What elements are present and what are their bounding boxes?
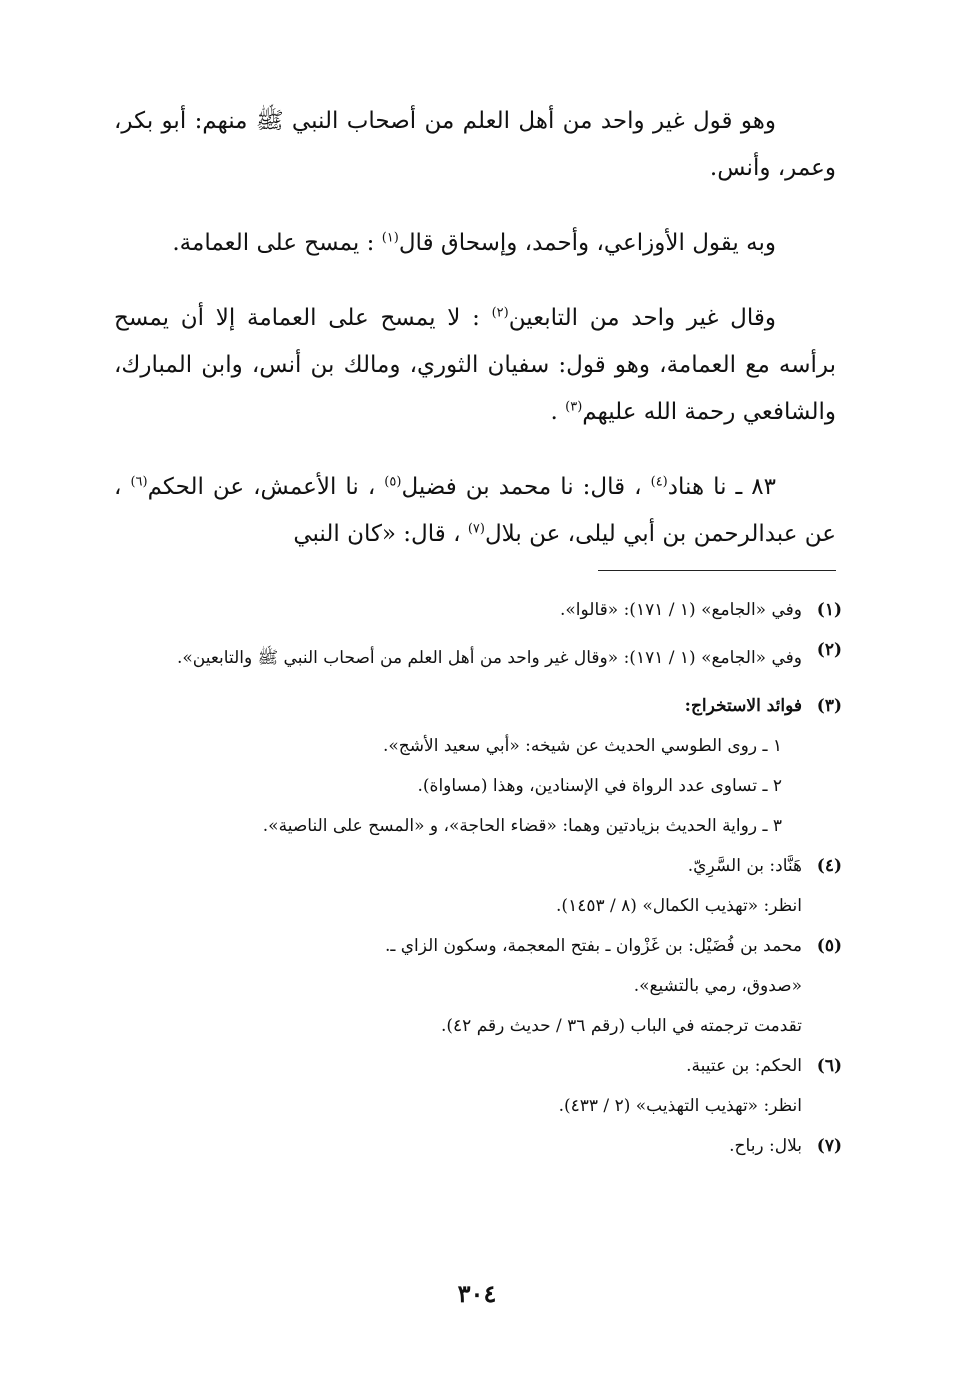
footnote-4 bbox=[112, 854, 842, 934]
paragraph-2 bbox=[114, 220, 836, 267]
footnote-6-line-1: الحكم: بن عتيبة. bbox=[686, 1056, 802, 1076]
paragraph-2-text-a: وبه يقول الأوزاعي، وأحمد، وإسحاق قال bbox=[398, 230, 776, 256]
footnote-number-1: (١) bbox=[816, 600, 842, 620]
footnote-number-6: (٦) bbox=[816, 1056, 842, 1076]
footnotes bbox=[112, 598, 842, 1158]
footnote-5 bbox=[112, 934, 842, 1054]
paragraph-4-text-c: ، نا الأعمش، عن الحكم bbox=[147, 474, 385, 500]
footnote-2 bbox=[112, 638, 842, 678]
footnote-separator bbox=[598, 570, 836, 571]
footnote-6 bbox=[112, 1054, 842, 1134]
footnote-ref-1[interactable]: (١) bbox=[381, 230, 399, 246]
paragraph-4-text-d: ، عن عبدالرحمن بن أبي ليلى، عن بلال bbox=[114, 474, 836, 547]
paragraph-4-hadith-83 bbox=[114, 464, 836, 558]
paragraph-3-text-b: : لا يمسح على العمامة إلا أن يمسح برأسه مع العمامة، وهو قول: سفيان الثوري، ومالك بن أنس، وابن المبارك، والشافعي رحمة الله عليهم bbox=[114, 305, 836, 425]
footnote-body-3 bbox=[112, 694, 802, 854]
footnote-number-2: (٢) bbox=[816, 640, 842, 660]
footnote-body-5 bbox=[112, 934, 802, 1054]
footnote-text-2: وفي «الجامع» (١ / ١٧١): «وقال غير واحد من أهل العلم من أصحاب النبي ﷺ والتابعين». bbox=[176, 648, 802, 668]
footnote-ref-5[interactable]: (٥) bbox=[384, 474, 402, 490]
footnote-ref-7[interactable]: (٧) bbox=[467, 521, 485, 537]
footnote-text-7: بلال: رباح. bbox=[729, 1136, 802, 1156]
footnote-5-line-3: تقدمت ترجمته في الباب (رقم ٣٦ / حديث رقم ٤٢). bbox=[441, 1016, 802, 1036]
paragraph-1-text: وهو قول غير واحد من أهل العلم من أصحاب النبي ﷺ منهم: أبو بكر، وعمر، وأنس. bbox=[114, 108, 836, 181]
footnote-5-line-2: «صدوق، رمي بالتشيع». bbox=[633, 976, 802, 996]
footnote-4-line-1: هَنَّاد: بن السَّرِيّ. bbox=[687, 856, 802, 876]
footnote-5-line-1: محمد بن فُضَيْل: بن غَزْوان ـ بفتح المعجمة، وسكون الزاي ـ. bbox=[384, 936, 802, 956]
main-text bbox=[114, 98, 836, 586]
footnote-ref-4[interactable]: (٤) bbox=[650, 474, 668, 490]
footnote-4-line-2: انظر: «تهذيب الكمال» (٨ / ١٤٥٣). bbox=[556, 896, 802, 916]
paragraph-4-text-e: ، قال: «كان النبي bbox=[293, 521, 468, 547]
paragraph-2-text-b: : يمسح على العمامة. bbox=[172, 230, 382, 256]
footnote-3-item-3: ٣ ـ رواية الحديث بزيادتين وهما: «قضاء الحاجة»، و «المسح على الناصية». bbox=[262, 816, 782, 836]
footnote-7 bbox=[112, 1134, 842, 1158]
paragraph-1 bbox=[114, 98, 836, 192]
page-number: ٣٠٤ bbox=[457, 1279, 497, 1308]
paragraph-4-text-b: ، قال: نا محمد بن فضيل bbox=[401, 474, 651, 500]
footnote-ref-2[interactable]: (٢) bbox=[491, 305, 509, 321]
footnote-ref-6[interactable]: (٦) bbox=[130, 474, 148, 490]
footnote-3-item-1: ١ ـ روى الطوسي الحديث عن شيخه: «أبي سعيد الأشج». bbox=[383, 736, 782, 756]
footnote-3 bbox=[112, 694, 842, 854]
footnote-number-5: (٥) bbox=[816, 936, 842, 956]
footnote-number-7: (٧) bbox=[816, 1136, 842, 1156]
footnote-number-4: (٤) bbox=[816, 856, 842, 876]
footnote-6-line-2: انظر: «تهذيب التهذيب» (٢ / ٤٣٣). bbox=[558, 1096, 802, 1116]
paragraph-3-text-a: وقال غير واحد من التابعين bbox=[508, 305, 776, 331]
footnote-ref-3[interactable]: (٣) bbox=[565, 399, 583, 415]
footnote-3-title: فوائد الاستخراج: bbox=[684, 696, 802, 716]
footnote-body-4 bbox=[112, 854, 802, 934]
footnote-number-3: (٣) bbox=[816, 696, 842, 716]
paragraph-3-text-c: . bbox=[550, 399, 566, 425]
paragraph-4-text-a: ٨٣ ـ نا هناد bbox=[667, 474, 776, 500]
footnote-text-1: وفي «الجامع» (١ / ١٧١): «قالوا». bbox=[559, 600, 802, 620]
footnote-body-6 bbox=[112, 1054, 802, 1134]
paragraph-3 bbox=[114, 295, 836, 436]
footnote-1 bbox=[112, 598, 842, 622]
footnote-3-item-2: ٢ ـ تساوى عدد الرواة في الإسنادين، وهذا (مساواة). bbox=[417, 776, 782, 796]
